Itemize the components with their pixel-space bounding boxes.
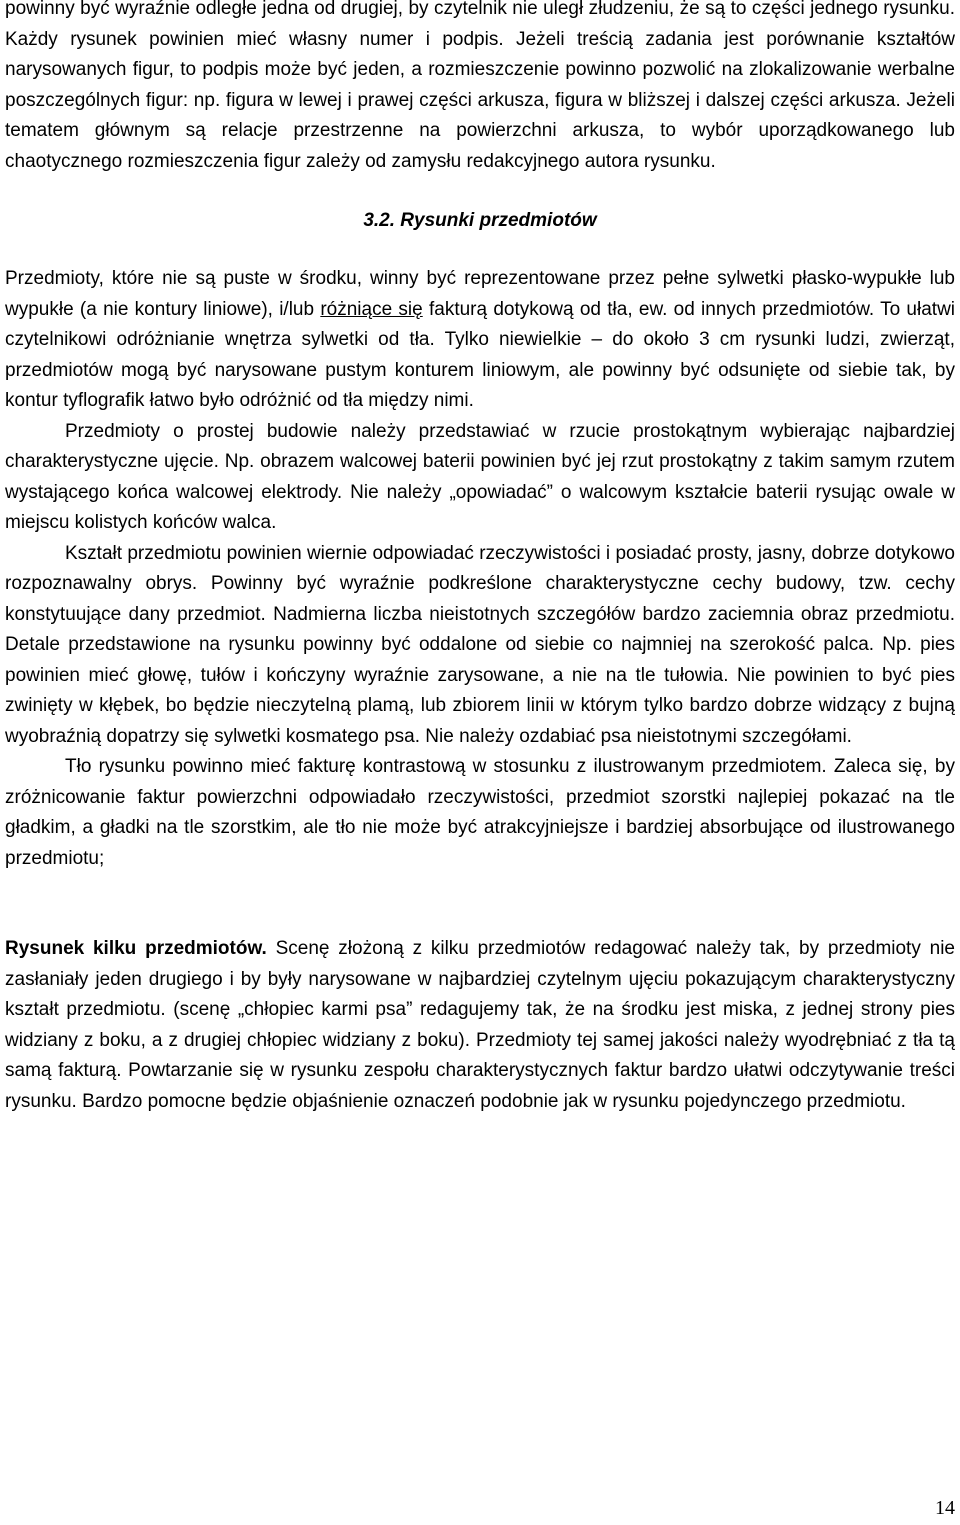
spacer <box>5 874 955 934</box>
spacer <box>5 177 955 206</box>
paragraph-figures-layout: powinny być wyraźnie odległe jedna od drugiej, by czytelnik nie uległ złudzeniu, że są to części jednego rysunku. Każdy rysunek powinien mieć własny numer i podpis. Jeżeli treścią zadania jest porównanie kształtów narysowanych figur, to podpis może być jeden, a rozmieszczenie powinno pozwolić na zlokalizowanie werbalne poszczególnych figur: np. figura w lewej i prawej części arkusza, figura w bliższej i dalszej części arkusza. Jeżeli tematem głównym są relacje przestrzenne na powierzchni arkusza, to wybór uporządkowanego lub chaotycznego rozmieszczenia figur zależy od zamysłu redakcyjnego autora rysunku. <box>5 0 955 172</box>
document-page <box>5 0 955 1117</box>
paragraph-object-shape: Kształt przedmiotu powinien wiernie odpowiadać rzeczywistości i posiadać prosty, jasny, dobrze dotykowo rozpoznawalny obrys. Powinny być wyraźnie podkreślone charakterystyczne cechy budowy, tzw. cechy konstytuujące dany przedmiot. Nadmierna liczba nieistotnych szczegółów bardzo zaciemnia obraz przedmiotu. Detale przedstawione na rysunku powinny być oddalone od siebie co najmniej na szerokość palca. Np. pies powinien mieć głowę, tułów i kończyny wyraźnie zarysowane, a nie na tle tułowia. Nie powinien to być pies zwinięty w kłębek, bo będzie nieczytelną plamą, lub zbiorem linii w którym tylko bardzo dobrze widzący z bujną wyobraźnią dopatrzy się sylwetki kosmatego psa. Nie należy ozdabiać psa nieistotnymi szczegółami. <box>5 542 955 747</box>
spacer <box>5 236 955 264</box>
underlined-text: różniące się <box>320 298 423 320</box>
bold-heading: Rysunek kilku przedmiotów. <box>5 938 267 959</box>
section-title: 3.2. Rysunki przedmiotów <box>363 210 597 231</box>
paragraph-objects-silhouettes <box>5 264 955 417</box>
paragraph-background-texture: Tło rysunku powinno mieć fakturę kontrastową w stosunku z ilustrowanym przedmiotem. Zaleca się, by zróżnicowanie faktur powierzchni odpowiadało rzeczywistości, przedmiot szorstki najlepiej pokazać na tle gładkim, a gładki na tle szorstkim, ale tło nie może być atrakcyjniejsze i bardziej absorbujące od ilustrowanego przedmiotu; <box>5 756 955 869</box>
paragraph-text: fakturą dotykową od tła, ew. od innych przedmiotów. To ułatwi czytelnikowi odróżnianie wnętrza sylwetki od tła. Tylko niewielkie – do około 3 cm rysunki ludzi, zwierząt, przedmiotów mogą być narysowane pustym konturem liniowym, ale powinny być odsunięte od siebie tak, by kontur tyflografik łatwo było odróżnić od tła między nimi. <box>5 298 956 411</box>
paragraph-simple-objects: Przedmioty o prostej budowie należy przedstawiać w rzucie prostokątnym wybierając najbardziej charakterystyczne ujęcie. Np. obrazem walcowej baterii powinien być jej rzut prostokątny z takim samym rzutem wystającego końca walcowej elektrody. Nie należy „opowiadać” o walcowym kształcie baterii rysując owale w miejscu kolistych końców walca. <box>5 420 955 533</box>
paragraph-multiple-objects <box>5 934 955 1117</box>
page-number: 14 <box>935 1497 955 1519</box>
paragraph-text: Scenę złożoną z kilku przedmiotów redagować należy tak, by przedmioty nie zasłaniały jeden drugiego i by były narysowane w najbardziej czytelnym ujęciu pokazującym charakterystyczny kształt przedmiotu. (scenę „chłopiec karmi psa” redagujemy tak, że na środku jest miska, z jednej strony pies widziany z boku, a z drugiej chłopiec widziany z boku). Przedmioty tej samej jakości należy wyodrębniać z tła tą samą fakturą. Powtarzanie się w rysunku zespołu charakterystycznych faktur bardzo ułatwi odczytywanie treści rysunku. Bardzo pomocne będzie objaśnienie oznaczeń podobnie jak w rysunku pojedynczego przedmiotu. <box>5 938 955 1112</box>
paragraph-text: Przedmioty, które nie są puste w środku, winny być reprezentowane przez pełne sylwetki płasko-wypukłe lub wypukłe (a nie kontury liniowe), i/lub <box>5 268 955 320</box>
